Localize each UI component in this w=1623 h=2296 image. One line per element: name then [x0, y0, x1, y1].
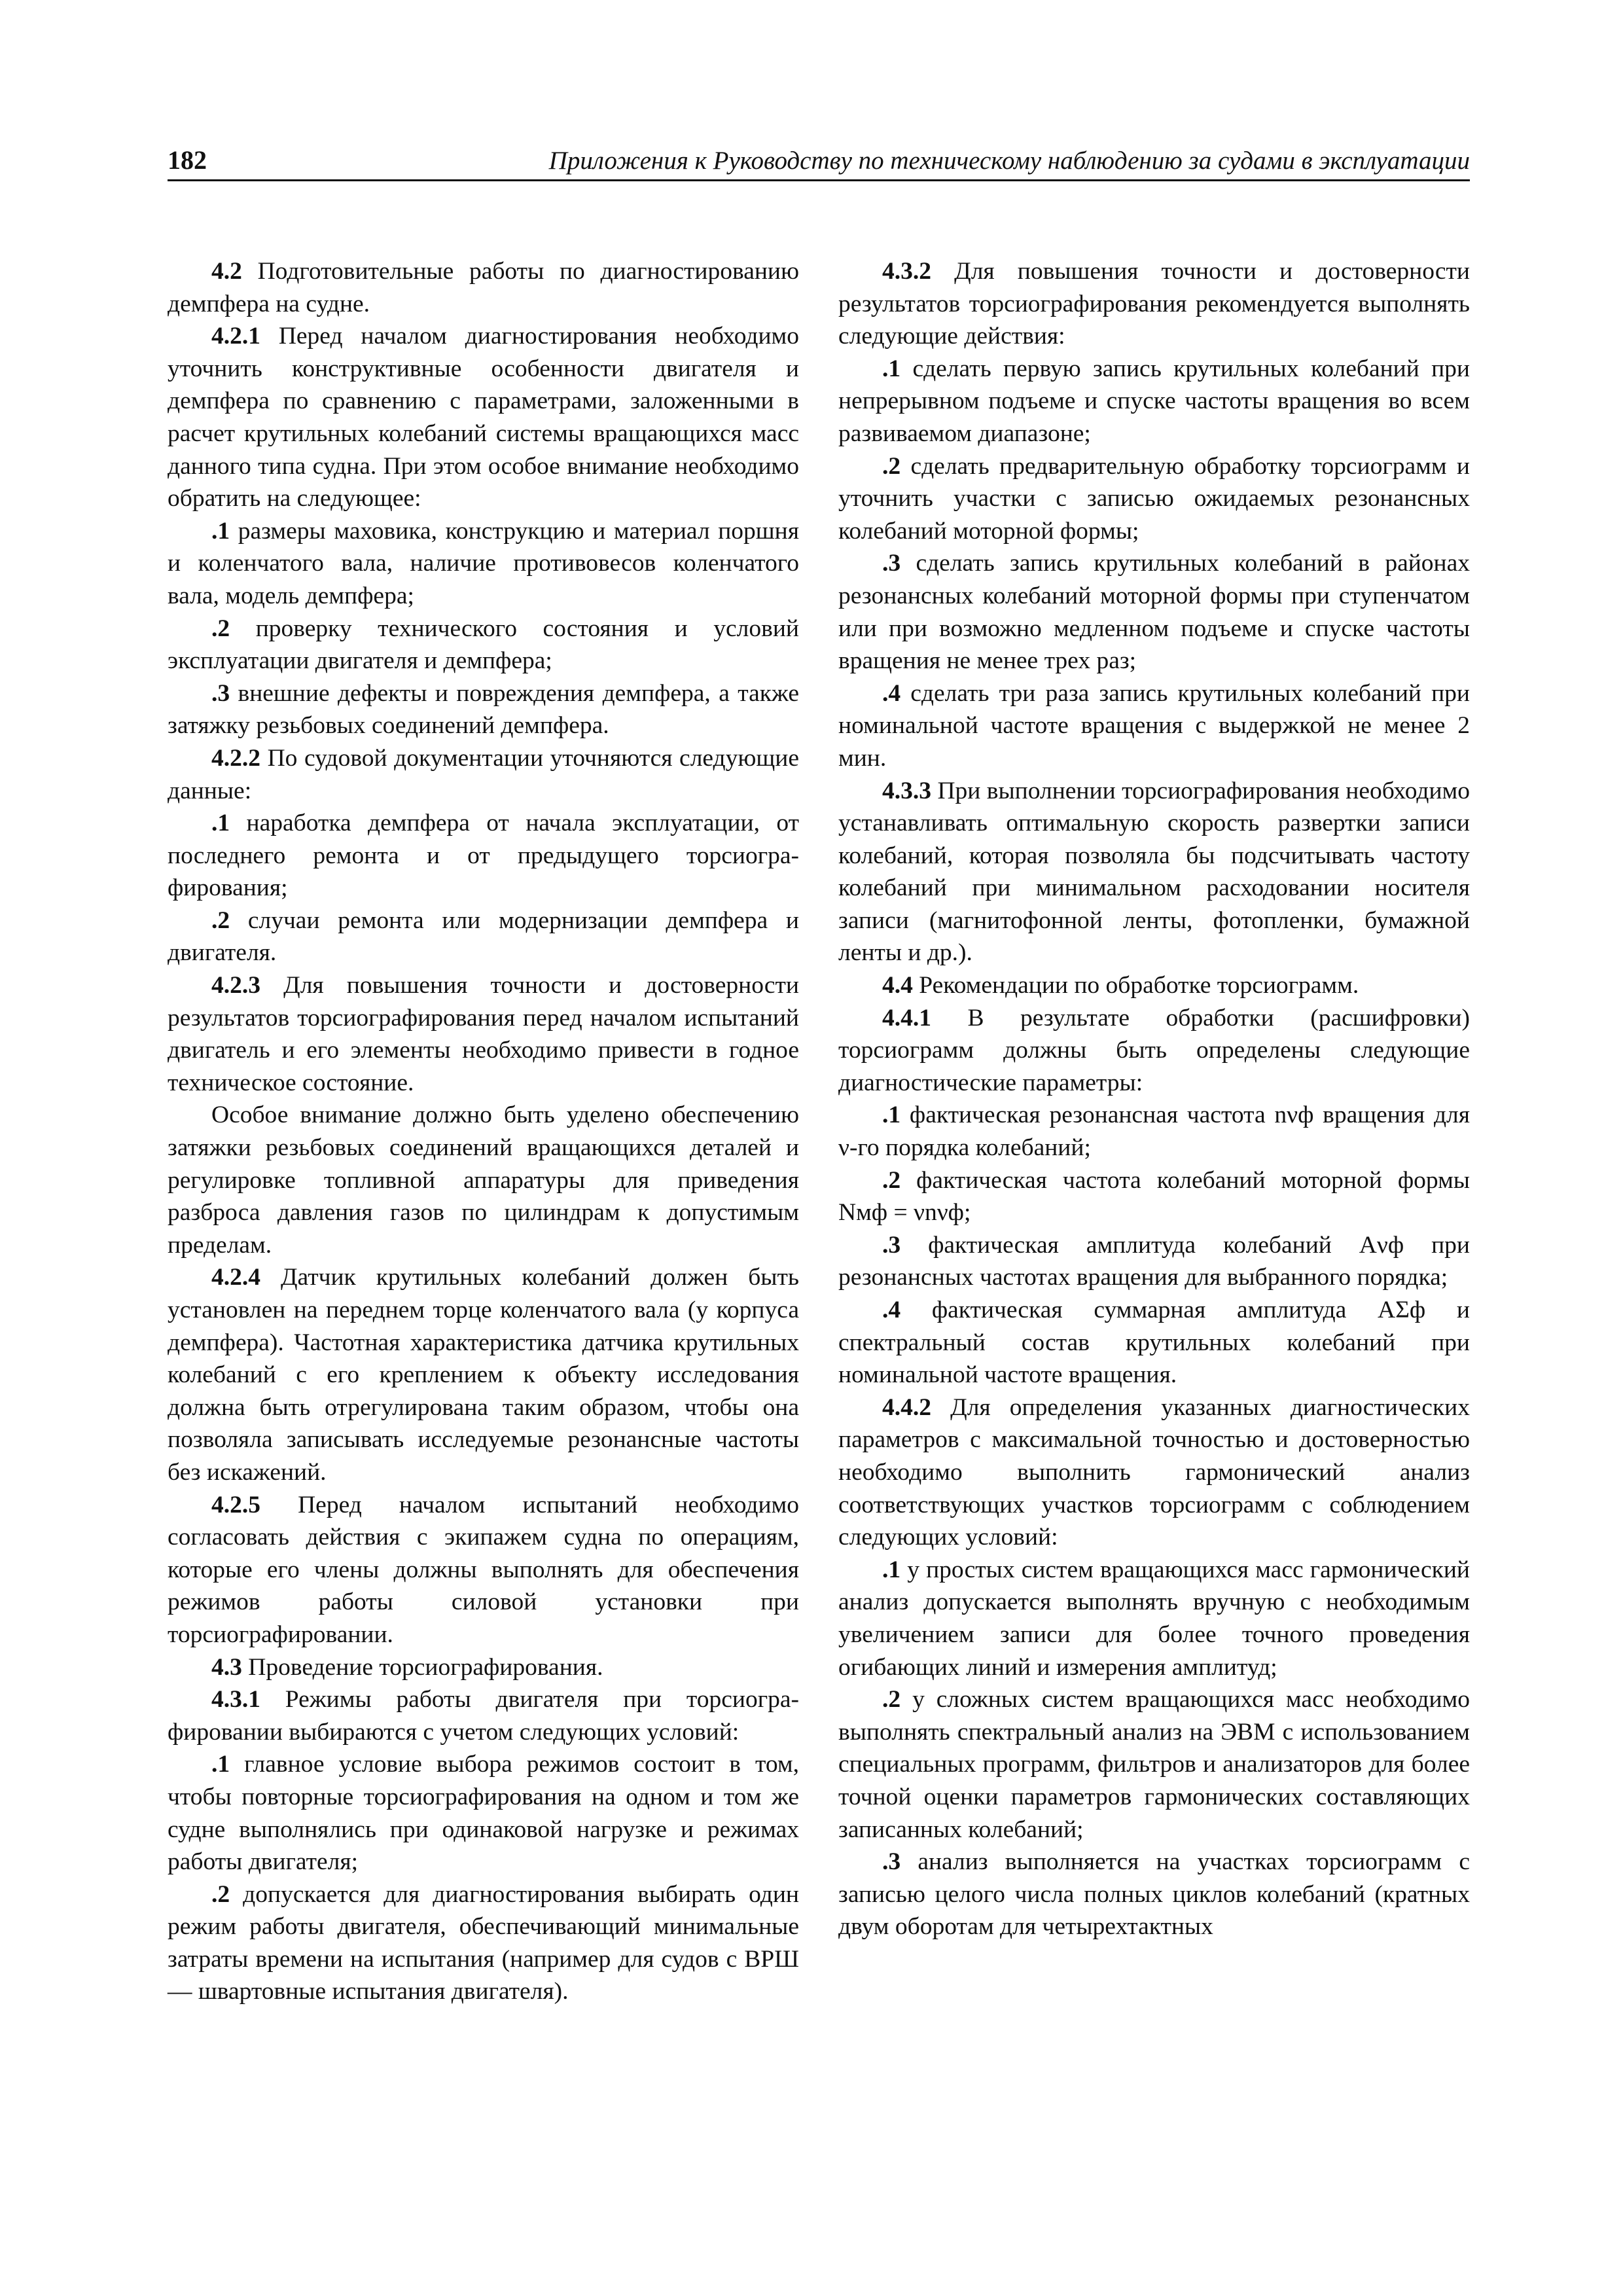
- paragraph-4-2-1-item-2: .2 проверку технического состояния и условий эксплуатации двигателя и демпфера;: [168, 615, 799, 675]
- page-number: 182: [168, 145, 207, 175]
- paragraph-4-2-4: 4.2.4 Датчик крутильных колебаний должен быть установлен на переднем торце коленчатого вала (у корпуса демпфера). Частотная характеристика датчика крутильных колебаний с его креплением к объекту исследования должна быть отрегулирована таким образом, чтобы она позволяла записывать исследуемые резонансные частоты без искажений.: [168, 1264, 799, 1486]
- running-title: Приложения к Руководству по техническому наблюдению за судами в эксплуатации: [548, 147, 1470, 175]
- paragraph-4-4-1: 4.4.1 В результате обработки (расшифровки) торсиограмм должны быть определены следующие диагностические параметры:: [838, 1004, 1470, 1096]
- paragraph-4-3-2-item-3: .3 сделать запись крутильных колебаний в районах резонансных колебаний моторной формы при ступенчатом или при возможно медленном подъеме и спуске частоты вращения не менее трех раз;: [838, 550, 1470, 675]
- paragraph-4-4-1-item-4: .4 фактическая суммарная амплитуда AΣф и спектральный состав крутильных колебаний при номинальной частоте вращения.: [838, 1297, 1470, 1389]
- paragraph-4-2-2-item-1: .1 наработка демпфера от начала эксплуатации, от последнего ремонта и от предыдущего торсиографирования;: [168, 810, 799, 902]
- paragraph-4-3-1-item-1: .1 главное условие выбора режимов состоит в том, чтобы повторные торсиографирования на одном и том же судне выполнялись при одинаковой нагрузке и режимах работы двигателя;: [168, 1751, 799, 1876]
- paragraph-4-3-1-item-2: .2 допускается для диагностирования выбирать один режим работы двигателя, обеспечивающий минимальные затраты времени на испытания (например для судов с ВРШ — швартовные испытания двигателя).: [168, 1880, 799, 2005]
- paragraph-4-3-2-item-4: .4 сделать три раза запись крутильных колебаний при номинальной частоте вращения с выдержкой не менее 2 мин.: [838, 679, 1470, 772]
- paragraph-4-4-1-item-2: .2 фактическая частота колебаний моторной формы Nмф = νnνф;: [838, 1166, 1470, 1227]
- paragraph-4-4-2-item-2: .2 у сложных систем вращающихся масс необходимо выполнять спектральный анализ на ЭВМ с использованием специальных программ, фильтров и анализаторов для более точной оценки параметров гармонических составляющих записанных колебаний;: [838, 1686, 1470, 1843]
- paragraph-4-4-2: 4.4.2 Для определения указанных диагностических параметров с максимальной точностью и достоверностью необходимо выполнить гармонический анализ соответствующих участков торсиограмм с соблюдением следующих условий:: [838, 1393, 1470, 1551]
- paragraph-4-2: 4.2 Подготовительные работы по диагностированию демпфера на судне.: [168, 258, 799, 317]
- page-header: [168, 139, 1470, 181]
- paragraph-4-3-1: 4.3.1 Режимы работы двигателя при торсиографировании выбираются с учетом следующих условий:: [168, 1686, 799, 1746]
- paragraph-4-2-1-item-1: .1 размеры маховика, конструкцию и материал поршня и коленчатого вала, наличие противовесов коленчатого вала, модель демпфера;: [168, 517, 799, 609]
- paragraph-4-4-2-item-1: .1 у простых систем вращающихся масс гармонический анализ допускается выполнять вручную с необходимым увеличением записи для более точного проведения огибающих линий и измерения амплитуд;: [838, 1556, 1470, 1681]
- paragraph-4-3-3: 4.3.3 При выполнении торсиографирования необходимо устанавливать оптимальную скорость развертки записи колебаний, которая позволяла бы подсчитывать частоту колебаний при минимальном расходовании носителя записи (магнитофонной ленты, фотопленки, бумажной ленты и др.).: [838, 777, 1470, 967]
- paragraph-4-2-1: 4.2.1 Перед началом диагностирования необходимо уточнить конструктивные особенности двигателя и демпфера по сравнению с параметрами, заложенными в расчет крутильных колебаний системы вращающихся масс данного типа судна. При этом особое внимание необходимо обратить на следующее:: [168, 323, 799, 512]
- right-column: [838, 255, 1470, 1943]
- paragraph-4-4-1-item-1: .1 фактическая резонансная частота nνф вращения для ν-го порядка колебаний;: [838, 1102, 1470, 1162]
- paragraph-4-2-3: 4.2.3 Для повышения точности и достоверности результатов торсиографирования перед началом испытаний двигатель и его элементы необходимо привести в годное техническое состояние.: [168, 972, 799, 1096]
- paragraph-4-4: 4.4 Рекомендации по обработке торсиограмм.: [882, 972, 1359, 999]
- paragraph-4-2-2-item-2: .2 случаи ремонта или модернизации демпфера и двигателя.: [168, 906, 799, 967]
- paragraph-4-3-2-item-2: .2 сделать предварительную обработку торсиограмм и уточнить участки с записью ожидаемых резонансных колебаний моторной формы;: [838, 452, 1470, 545]
- paragraph-4-3-2-item-1: .1 сделать первую запись крутильных колебаний при непрерывном подъеме и спуске частоты вращения во всем развиваемом диапазоне;: [838, 355, 1470, 447]
- paragraph-4-2-2: 4.2.2 По судовой документации уточняются следующие данные:: [168, 744, 799, 804]
- paragraph-4-3: 4.3 Проведение торсиографирования.: [211, 1653, 603, 1681]
- left-column: [168, 255, 799, 2008]
- paragraph-4-2-5: 4.2.5 Перед началом испытаний необходимо согласовать действия с экипажем судна по операциям, которые его члены должны выполнять для обеспечения режимов работы силовой установки при торсиографировании.: [168, 1491, 799, 1648]
- paragraph-4-4-1-item-3: .3 фактическая амплитуда колебаний Aνф при резонансных частотах вращения для выбранного порядка;: [838, 1231, 1470, 1291]
- paragraph-4-2-1-item-3: .3 внешние дефекты и повреждения демпфера, а также затяжку резьбовых соединений демпфера.: [168, 679, 799, 740]
- paragraph-4-2-3-note: Особое внимание должно быть уделено обеспечению затяжки резьбовых соединений вращающихся деталей и регулировке топливной аппаратуры для приведения разброса давления газов по цилиндрам к допустимым пределам.: [168, 1102, 799, 1259]
- paragraph-4-3-2: 4.3.2 Для повышения точности и достоверности результатов торсиографирования рекомендуется выполнять следующие действия:: [838, 258, 1470, 350]
- paragraph-4-4-2-item-3: .3 анализ выполняется на участках торсиограмм с записью целого числа полных циклов колебаний (кратных двум оборотам для четырехтактных: [838, 1848, 1470, 1941]
